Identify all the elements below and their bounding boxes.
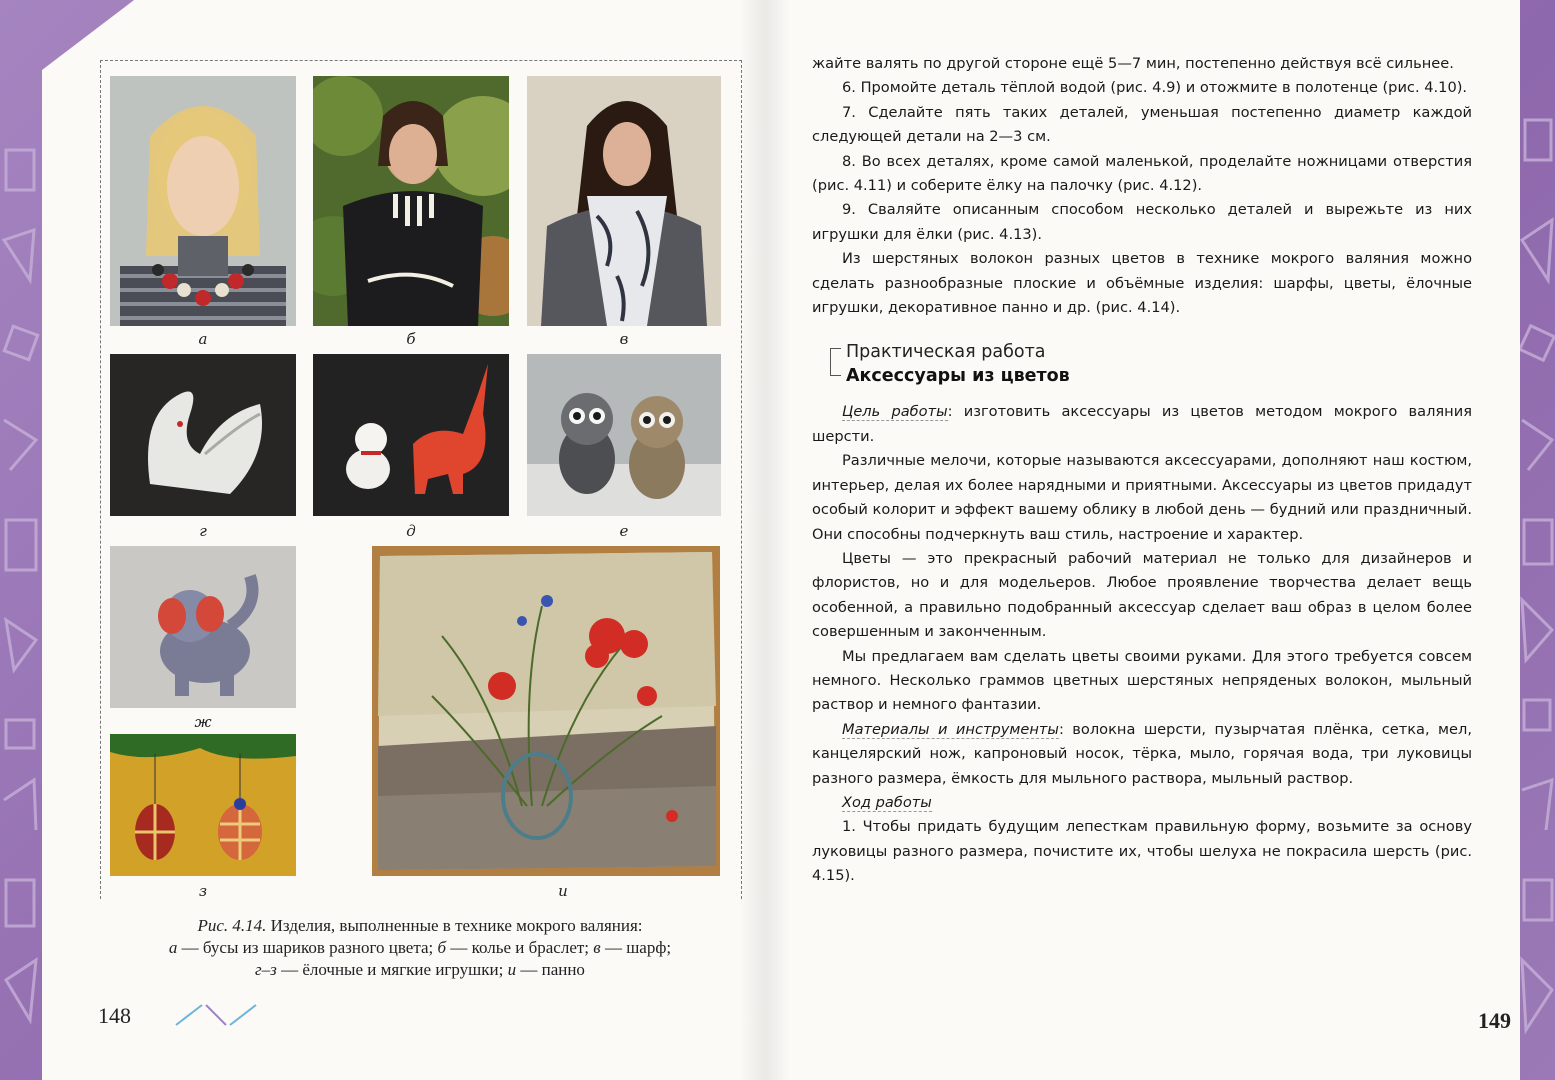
label-b: б <box>406 330 416 348</box>
paragraph-procedure-label <box>812 791 1472 815</box>
photo-dog-fox <box>313 354 509 516</box>
paragraph-procedure-step-1: 1. Чтобы придать будущим лепесткам правильную форму, возьмите за основу луковицы разного размера, почистите их, чтобы шелуха не покрасила шерсть (рис. 4.15). <box>812 818 1472 885</box>
label-e: е <box>619 522 629 540</box>
caption-text-v: — шарф; <box>600 938 672 957</box>
photo-elephant <box>110 546 296 708</box>
photo-necklace <box>313 76 509 326</box>
paragraph-1: жайте валять по другой стороне ещё 5—7 мин, постепенно действуя всё сильнее. <box>812 55 1454 72</box>
label-i: и <box>558 882 568 900</box>
caption-text-b: — колье и браслет; <box>446 938 594 957</box>
label-a: а <box>198 330 208 348</box>
label-v: в <box>619 330 629 348</box>
caption-letter-b: б <box>437 938 447 957</box>
label-g: г <box>199 522 207 540</box>
procedure-label: Ход работы <box>842 793 932 811</box>
photo-panel <box>372 546 720 876</box>
caption-text-i: — панно <box>516 960 585 979</box>
paragraph-offer: Мы предлагаем вам сделать цветы своими руками. Для этого требуется совсем немного. Несколько граммов цветных шерстяных непряденых волокон, мыльный раствор и немного фантазии. <box>812 647 1472 714</box>
paragraph-step-7: 7. Сделайте пять таких деталей, уменьшая постепенно диаметр каждой следующей детали на 2—3 см. <box>812 103 1472 146</box>
paragraph-goal <box>812 400 1472 449</box>
photo-ornaments <box>110 734 296 876</box>
materials-text: : волокна шерсти, пузырчатая плёнка, сетка, мел, канцелярский нож, капроновый носок, тёрка, мыло, горячая вода, три луковицы разного размера, ёмкость для мыльного раствора, мыльный раствор. <box>812 720 1472 787</box>
caption-letter-i: и <box>507 960 517 979</box>
caption-fig-ref: Рис. 4.14. <box>197 916 267 935</box>
caption-letter-v: в <box>593 938 601 957</box>
goal-text: : изготовить аксессуары из цветов методом мокрого валяния шерсти. <box>812 403 1472 445</box>
heading-bracket <box>830 348 841 376</box>
paragraph-wool-products: Из шерстяных волокон разных цветов в технике мокрого валяния можно сделать разнообразные плоские и объёмные изделия: шарфы, цветы, ёлочные игрушки, декоративное панно и др. (рис. 4.14). <box>812 250 1472 317</box>
goal-label: Цель работы <box>842 403 948 421</box>
page-number-right: 149 <box>1478 1008 1511 1033</box>
caption-letter-gz: г–з <box>255 960 277 979</box>
paragraph-step-8: 8. Во всех деталях, кроме самой маленькой, проделайте ножницами отверстия (рис. 4.11) и соберите ёлку на палочку (рис. 4.12). <box>812 152 1472 195</box>
label-d: д <box>406 522 416 540</box>
label-zh: ж <box>194 713 212 731</box>
heading-accessories: Аксессуары из цветов <box>846 366 1070 387</box>
book-gutter <box>740 0 790 1080</box>
page-number-left: 148 <box>98 1003 131 1028</box>
caption-line1: Изделия, выполненные в технике мокрого валяния: <box>270 916 643 935</box>
paragraph-flowers: Цветы — это прекрасный рабочий материал не только для дизайнеров и флористов, но и для модельеров. Любое проявление творчества делает вещь особенной, а правильно подобранный аксессуар сделает ваш образ в целом более совершенным и законченным. <box>812 549 1472 641</box>
paragraph-materials <box>812 718 1472 791</box>
paragraph-step-6: 6. Промойте деталь тёплой водой (рис. 4.9) и отожмите в полотенце (рис. 4.10). <box>842 79 1468 97</box>
photo-scarf <box>527 76 721 326</box>
caption-text-gz: — ёлочные и мягкие игрушки; <box>276 960 508 979</box>
figure-caption <box>130 915 710 981</box>
caption-text-a: — бусы из шариков разного цвета; <box>177 938 438 957</box>
paragraph-accessories: Различные мелочи, которые называются аксессуарами, дополняют наш костюм, интерьер, делая их более нарядными и приятными. Аксессуары из цветов придадут особый колорит и эффект вашему облику в любой день — будний или праздничный. Они способны подчеркнуть ваш стиль, настроение и характер. <box>812 452 1472 543</box>
practical-work-heading <box>812 340 1472 388</box>
paragraph-step-9: 9. Сваляйте описанным способом несколько деталей и вырежьте из них игрушки для ёлки (рис. 4.13). <box>812 201 1472 243</box>
photo-swan <box>110 354 296 516</box>
caption-letter-a: а <box>168 938 178 957</box>
heading-practical-work: Практическая работа <box>846 342 1046 363</box>
photo-owls <box>527 354 721 516</box>
right-page-text <box>812 52 1472 889</box>
photo-beads <box>110 76 296 326</box>
page-deco-lines <box>172 1003 262 1029</box>
label-z: з <box>198 882 208 900</box>
materials-label: Материалы и инструменты <box>842 720 1059 738</box>
